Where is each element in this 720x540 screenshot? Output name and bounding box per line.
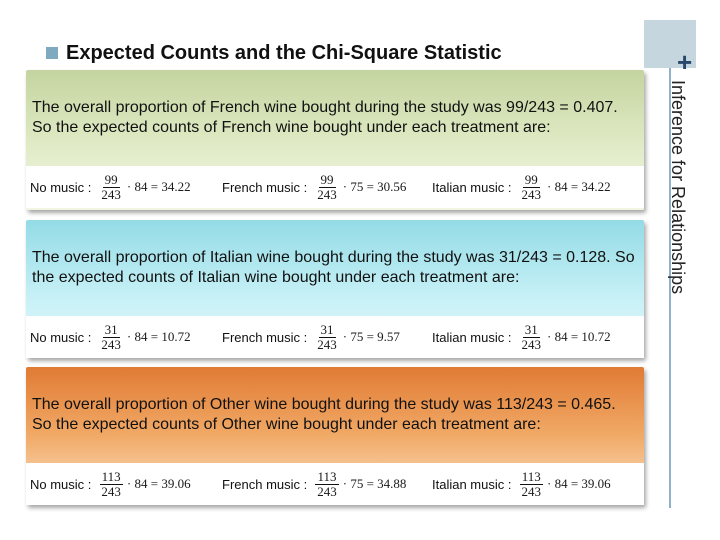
calc-expr: · 75 = 34.88 xyxy=(342,476,407,491)
denominator: 243 xyxy=(317,336,337,352)
calc-italian-music xyxy=(432,166,611,208)
calc-french-music xyxy=(222,316,400,358)
numerator: 113 xyxy=(101,468,121,484)
panel-other xyxy=(26,367,644,505)
fraction xyxy=(99,323,123,352)
calc-label: French music : xyxy=(222,476,308,492)
calc-expr: · 84 = 39.06 xyxy=(126,476,191,491)
numerator: 31 xyxy=(320,321,334,337)
bullet-icon xyxy=(46,47,58,59)
denominator: 243 xyxy=(101,483,121,499)
panel-french xyxy=(26,70,644,210)
plus-icon: + xyxy=(677,47,693,77)
denominator: 243 xyxy=(317,483,337,499)
calc-row xyxy=(26,166,644,208)
numerator: 113 xyxy=(521,468,541,484)
calc-label: Italian music : xyxy=(432,179,512,195)
panel-italian xyxy=(26,220,644,358)
fraction xyxy=(315,323,339,352)
fraction xyxy=(99,470,123,499)
calc-expr: · 75 = 9.57 xyxy=(342,329,400,344)
calc-no-music xyxy=(30,316,191,358)
calc-label: Italian music : xyxy=(432,476,512,492)
numerator: 99 xyxy=(104,171,118,187)
numerator: 99 xyxy=(524,171,538,187)
calc-french-music xyxy=(222,463,406,505)
calc-label: French music : xyxy=(222,179,308,195)
denominator: 243 xyxy=(521,186,541,202)
panel-text: The overall proportion of Other wine bought during the study was 113/243 = 0.465. So the expected counts of Other wine bought under each treatment are: xyxy=(32,396,616,433)
fraction xyxy=(519,323,543,352)
numerator: 31 xyxy=(104,321,118,337)
denominator: 243 xyxy=(101,186,121,202)
title-row xyxy=(46,38,502,68)
numerator: 31 xyxy=(524,321,538,337)
calc-row xyxy=(26,316,644,358)
calc-no-music xyxy=(30,463,191,505)
calc-expr: · 84 = 39.06 xyxy=(546,476,611,491)
calc-label: No music : xyxy=(30,179,92,195)
calc-label: No music : xyxy=(30,476,92,492)
calc-expr: · 84 = 34.22 xyxy=(126,179,191,194)
fraction xyxy=(315,470,339,499)
denominator: 243 xyxy=(101,336,121,352)
denominator: 243 xyxy=(317,186,337,202)
panel-text: The overall proportion of French wine bought during the study was 99/243 = 0.407. So the expected counts of French wine bought under each treatment are: xyxy=(32,99,618,136)
calc-expr: · 84 = 34.22 xyxy=(546,179,611,194)
calc-label: No music : xyxy=(30,329,92,345)
fraction xyxy=(519,173,543,202)
calc-label: Italian music : xyxy=(432,329,512,345)
calc-expr: · 84 = 10.72 xyxy=(546,329,611,344)
fraction xyxy=(519,470,543,499)
calc-label: French music : xyxy=(222,329,308,345)
calc-italian-music xyxy=(432,463,611,505)
side-label: Inference for Relationships xyxy=(668,80,688,295)
fraction xyxy=(99,173,123,202)
numerator: 99 xyxy=(320,171,334,187)
denominator: 243 xyxy=(521,336,541,352)
denominator: 243 xyxy=(521,483,541,499)
fraction xyxy=(315,173,339,202)
calc-french-music xyxy=(222,166,406,208)
calc-expr: · 84 = 10.72 xyxy=(126,329,191,344)
slide-title: Expected Counts and the Chi-Square Statistic xyxy=(66,41,502,64)
panel-text: The overall proportion of Italian wine bought during the study was 31/243 = 0.128. So the expected counts of Italian wine bought under each treatment are: xyxy=(32,249,635,286)
calc-expr: · 75 = 30.56 xyxy=(342,179,407,194)
calc-italian-music xyxy=(432,316,611,358)
calc-no-music xyxy=(30,166,191,208)
numerator: 113 xyxy=(317,468,337,484)
calc-row xyxy=(26,463,644,505)
